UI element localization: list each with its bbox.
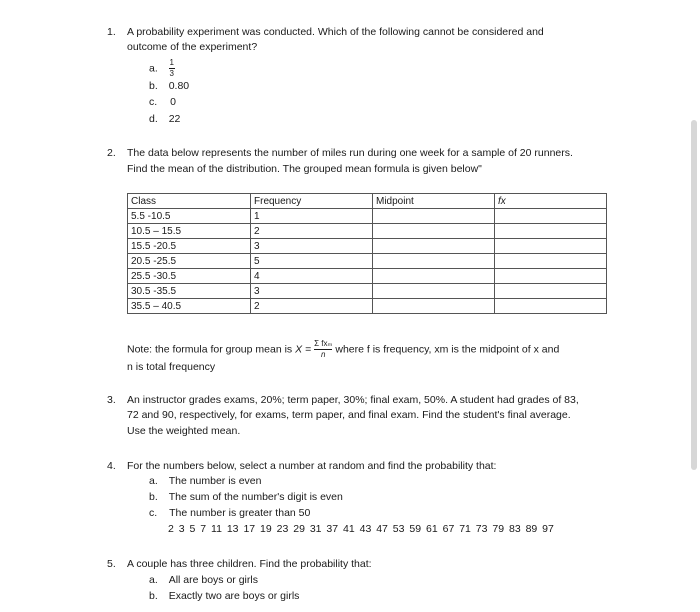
cell-frequency: 3 xyxy=(251,284,373,299)
q5-option-a-letter: a. xyxy=(149,574,158,586)
cell-fx xyxy=(495,269,607,284)
cell-midpoint xyxy=(373,209,495,224)
cell-class: 5.5 -10.5 xyxy=(128,209,251,224)
q5-option-a xyxy=(149,574,258,586)
q5-text-line1: A couple has three children. Find the probability that: xyxy=(127,558,372,570)
cell-class: 10.5 – 15.5 xyxy=(128,224,251,239)
q1-option-b-letter: b. xyxy=(149,80,158,92)
table-header-row xyxy=(128,194,607,209)
cell-class: 25.5 -30.5 xyxy=(128,269,251,284)
cell-frequency: 5 xyxy=(251,254,373,269)
q5-option-a-text: All are boys or girls xyxy=(168,574,258,586)
table-row xyxy=(128,269,607,284)
table-row xyxy=(128,254,607,269)
cell-frequency: 4 xyxy=(251,269,373,284)
q4-option-b-letter: b. xyxy=(149,491,158,503)
note-formula-fraction xyxy=(314,340,332,359)
q3-text-line1: An instructor grades exams, 20%; term paper, 30%; final exam, 50%. A student had grades of 83, xyxy=(127,394,579,406)
q5-option-b-letter: b. xyxy=(149,590,158,602)
header-frequency: Frequency xyxy=(251,194,373,209)
q1-text-line2: outcome of the experiment? xyxy=(127,41,258,53)
q4-option-a-letter: a. xyxy=(149,475,158,487)
table-row xyxy=(128,224,607,239)
q1-option-d-text: 22 xyxy=(168,113,181,125)
cell-fx xyxy=(495,239,607,254)
q1-option-c-letter: c. xyxy=(149,96,158,108)
cell-fx xyxy=(495,224,607,239)
cell-frequency: 2 xyxy=(251,224,373,239)
q3-text-line2: 72 and 90, respectively, for exams, term paper, and final exam. Find the student's final average. xyxy=(127,409,571,421)
q1-option-a-fraction xyxy=(169,59,175,78)
note-prefix: Note: the formula for group mean is xyxy=(127,343,293,356)
q1-option-a-denominator: 3 xyxy=(169,69,174,78)
q2-note-line2: n is total frequency xyxy=(127,361,216,373)
cell-frequency: 2 xyxy=(251,299,373,314)
cell-class: 30.5 -35.5 xyxy=(128,284,251,299)
q4-text-line1: For the numbers below, select a number at random and find the probability that: xyxy=(127,460,497,472)
cell-fx xyxy=(495,284,607,299)
q1-option-a-letter: a. xyxy=(149,62,158,75)
q1-option-d-letter: d. xyxy=(149,113,158,125)
q3-text-line3: Use the weighted mean. xyxy=(127,425,241,437)
cell-midpoint xyxy=(373,269,495,284)
q1-text-line1: A probability experiment was conducted. Which of the following cannot be considered and xyxy=(127,26,544,38)
cell-fx xyxy=(495,209,607,224)
q4-option-c-letter: c. xyxy=(149,507,158,519)
cell-midpoint xyxy=(373,239,495,254)
table-row xyxy=(128,209,607,224)
cell-midpoint xyxy=(373,224,495,239)
note-numerator: Σ fxₘ xyxy=(314,339,333,348)
header-fx: fx xyxy=(495,194,607,209)
q4-option-a xyxy=(149,475,262,487)
q4-number-list: 2 3 5 7 11 13 17 19 23 29 31 37 41 43 47 53 59 61 67 71 73 79 83 89 97 xyxy=(168,523,554,535)
q2-text-line2: Find the mean of the distribution. The grouped mean formula is given below" xyxy=(127,163,482,175)
q4-option-c-text: The number is greater than 50 xyxy=(169,507,311,519)
cell-fx xyxy=(495,254,607,269)
q2-number: 2. xyxy=(107,147,116,159)
header-midpoint: Midpoint xyxy=(373,194,495,209)
cell-fx xyxy=(495,299,607,314)
q4-option-b xyxy=(149,491,343,503)
q1-option-b xyxy=(149,80,189,92)
q4-option-b-text: The sum of the number's digit is even xyxy=(168,491,343,503)
cell-class: 35.5 – 40.5 xyxy=(128,299,251,314)
cell-midpoint xyxy=(373,284,495,299)
header-class: Class xyxy=(128,194,251,209)
cell-frequency: 3 xyxy=(251,239,373,254)
q5-option-b xyxy=(149,590,299,602)
q4-option-c xyxy=(149,507,310,519)
cell-frequency: 1 xyxy=(251,209,373,224)
vertical-scrollbar[interactable] xyxy=(691,120,697,470)
cell-midpoint xyxy=(373,299,495,314)
q1-option-b-text: 0.80 xyxy=(168,80,190,92)
q4-number: 4. xyxy=(107,460,116,472)
q2-text-line1: The data below represents the number of miles run during one week for a sample of 20 runners. xyxy=(127,147,573,159)
q1-option-c xyxy=(149,96,176,108)
cell-class: 20.5 -25.5 xyxy=(128,254,251,269)
q1-option-d xyxy=(149,113,180,125)
note-suffix: where f is frequency, xm is the midpoint of x and xyxy=(335,343,560,356)
cell-midpoint xyxy=(373,254,495,269)
q3-number: 3. xyxy=(107,394,116,406)
q2-note-line1 xyxy=(127,340,559,359)
q4-option-a-text: The number is even xyxy=(168,475,262,487)
q1-number: 1. xyxy=(107,26,116,38)
cell-class: 15.5 -20.5 xyxy=(128,239,251,254)
q1-option-c-text: 0 xyxy=(170,96,176,108)
q1-option-a-numerator: 1 xyxy=(169,58,174,67)
table-row xyxy=(128,239,607,254)
q5-number: 5. xyxy=(107,558,116,570)
table-row xyxy=(128,299,607,314)
table-row xyxy=(128,284,607,299)
note-denominator: n xyxy=(321,350,326,359)
note-lhs: X = xyxy=(295,343,312,356)
q1-option-a xyxy=(149,59,175,78)
frequency-table xyxy=(127,193,607,314)
q5-option-b-text: Exactly two are boys or girls xyxy=(168,590,300,602)
